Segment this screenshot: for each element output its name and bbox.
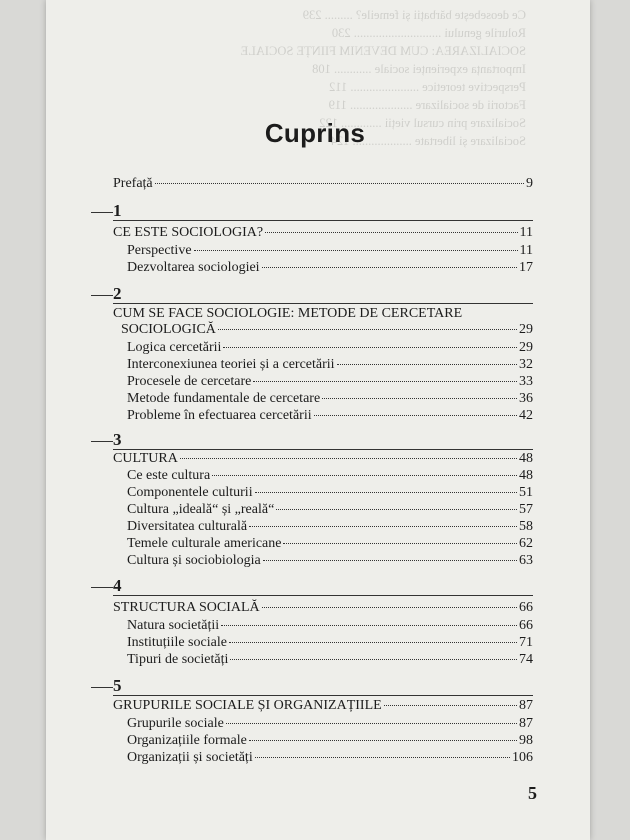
chapter-title: CUM SE FACE SOCIOLOGIE: METODE DE CERCETARE xyxy=(113,306,463,321)
section-label: Cultura „ideală“ și „reală“ xyxy=(127,502,275,517)
toc-section-entry xyxy=(113,408,533,424)
section-label: Metode fundamentale de cercetare xyxy=(127,391,321,406)
section-page: 87 xyxy=(519,716,533,731)
section-page: 51 xyxy=(519,485,533,500)
dot-leader xyxy=(263,560,517,561)
section-page: 57 xyxy=(519,502,533,517)
dot-leader xyxy=(314,415,517,416)
dot-leader xyxy=(212,475,517,476)
section-label: Componentele culturii xyxy=(127,485,253,500)
toc-section-entry xyxy=(113,716,533,732)
toc-section-entry xyxy=(113,243,533,259)
dot-leader xyxy=(249,526,517,527)
section-page: 17 xyxy=(519,260,533,275)
dot-leader xyxy=(283,543,517,544)
dot-leader xyxy=(255,757,510,758)
dot-leader xyxy=(180,458,517,459)
toc-section-entry xyxy=(113,468,533,484)
section-page: 36 xyxy=(519,391,533,406)
section-label: Ce este cultura xyxy=(127,468,211,483)
section-label: Perspective xyxy=(127,243,192,258)
toc-section-entry xyxy=(113,733,533,749)
section-page: 98 xyxy=(519,733,533,748)
section-label: Temele culturale americane xyxy=(127,536,282,551)
chapter-title: GRUPURILE SOCIALE ȘI ORGANIZAȚIILE xyxy=(113,698,382,713)
chapter-number: 4 xyxy=(113,576,149,596)
chapter-rule xyxy=(113,695,533,696)
toc-entry-page: 9 xyxy=(526,176,533,191)
toc-section-entry xyxy=(113,391,533,407)
dot-leader xyxy=(230,659,517,660)
section-label: Probleme în efectuarea cercetării xyxy=(127,408,312,423)
section-label: Organizațiile formale xyxy=(127,733,247,748)
chapter-number: 1 xyxy=(113,201,149,221)
section-page: 71 xyxy=(519,635,533,650)
section-page: 11 xyxy=(519,243,533,258)
chapter-rule xyxy=(113,220,533,221)
section-label: Natura societății xyxy=(127,618,220,633)
page-number: 5 xyxy=(528,783,537,803)
section-page: 48 xyxy=(519,468,533,483)
section-page: 66 xyxy=(519,618,533,633)
section-page: 29 xyxy=(519,340,533,355)
chapter-page: 48 xyxy=(519,451,533,466)
chapter-number: 5 xyxy=(113,676,149,696)
toc-section-entry xyxy=(113,553,533,569)
section-page: 33 xyxy=(519,374,533,389)
toc-section-entry xyxy=(113,485,533,501)
section-label: Tipuri de societăți xyxy=(127,652,229,667)
dot-leader xyxy=(229,642,517,643)
toc-section-entry xyxy=(113,374,533,390)
chapter-title: STRUCTURA SOCIALĂ xyxy=(113,600,260,615)
chapter-rule xyxy=(113,595,533,596)
section-page: 32 xyxy=(519,357,533,372)
section-label: Diversitatea culturală xyxy=(127,519,248,534)
section-label: Cultura și sociobiologia xyxy=(127,553,261,568)
chapter-page: 29 xyxy=(519,322,533,337)
section-page: 62 xyxy=(519,536,533,551)
section-label: Logica cercetării xyxy=(127,340,222,355)
chapter-title: CE ESTE SOCIOLOGIA? xyxy=(113,225,264,240)
section-label: Dezvoltarea sociologiei xyxy=(127,260,260,275)
section-label: Interconexiunea teoriei și a cercetării xyxy=(127,357,335,372)
toc-chapter-entry xyxy=(113,600,533,616)
page-title: Cuprins xyxy=(264,118,366,148)
chapter-title: CULTURA xyxy=(113,451,178,466)
chapter-rule xyxy=(113,449,533,450)
chapter-number: 2 xyxy=(113,284,149,304)
toc-section-entry xyxy=(113,536,533,552)
dot-leader xyxy=(276,509,517,510)
toc-section-entry xyxy=(113,357,533,373)
toc-section-entry xyxy=(113,502,533,518)
toc-chapter-entry xyxy=(113,451,533,467)
dot-leader xyxy=(262,607,517,608)
section-page: 58 xyxy=(519,519,533,534)
toc-entry-label: Prefață xyxy=(113,176,153,191)
toc-section-entry xyxy=(113,260,533,276)
dot-leader xyxy=(223,347,517,348)
section-page: 63 xyxy=(519,553,533,568)
toc-chapter-entry xyxy=(113,225,533,241)
toc-section-entry xyxy=(113,635,533,651)
toc-section-entry xyxy=(113,340,533,356)
toc-section-entry xyxy=(113,750,533,766)
dot-leader xyxy=(221,625,517,626)
toc-chapter-entry xyxy=(113,306,533,322)
chapter-rule xyxy=(113,303,533,304)
chapter-page: 87 xyxy=(519,698,533,713)
section-label: Procesele de cercetare xyxy=(127,374,252,389)
chapter-title-continued: SOCIOLOGICĂ xyxy=(121,322,216,337)
section-page: 74 xyxy=(519,652,533,667)
dot-leader xyxy=(322,398,517,399)
bleed-through-text: Ce deosebește bărbații și femeile? ......... 239 Rolurile genului ............................ 230 SOCIALIZAREA: CUM DEVENIM FIINȚE SOCIALE Importanța experienței sociale ............ 108 Perspective teoretice ...................... 112 Factorii de socializare .................... 119 Socializare prin cursul vieții ............. 122 Socializare și libertate ................... 124 xyxy=(240,8,526,148)
section-label: Instituțiile sociale xyxy=(127,635,227,650)
toc-chapter-entry-cont xyxy=(113,322,533,338)
dot-leader xyxy=(194,250,518,251)
dot-leader xyxy=(384,705,517,706)
chapter-page: 66 xyxy=(519,600,533,615)
dot-leader xyxy=(253,381,517,382)
toc-entry-preface xyxy=(113,176,533,192)
toc-section-entry xyxy=(113,618,533,634)
section-page: 106 xyxy=(512,750,533,765)
dot-leader xyxy=(262,267,517,268)
section-label: Grupurile sociale xyxy=(127,716,224,731)
toc-chapter-entry xyxy=(113,698,533,714)
dot-leader xyxy=(226,723,517,724)
toc-section-entry xyxy=(113,519,533,535)
chapter-number: 3 xyxy=(113,430,149,450)
toc-section-entry xyxy=(113,652,533,668)
section-label: Organizații și societăți xyxy=(127,750,253,765)
dot-leader xyxy=(155,183,524,184)
dot-leader xyxy=(255,492,517,493)
dot-leader xyxy=(337,364,517,365)
dot-leader xyxy=(265,232,517,233)
dot-leader xyxy=(249,740,517,741)
dot-leader xyxy=(218,329,517,330)
section-page: 42 xyxy=(519,408,533,423)
chapter-page: 11 xyxy=(519,225,533,240)
